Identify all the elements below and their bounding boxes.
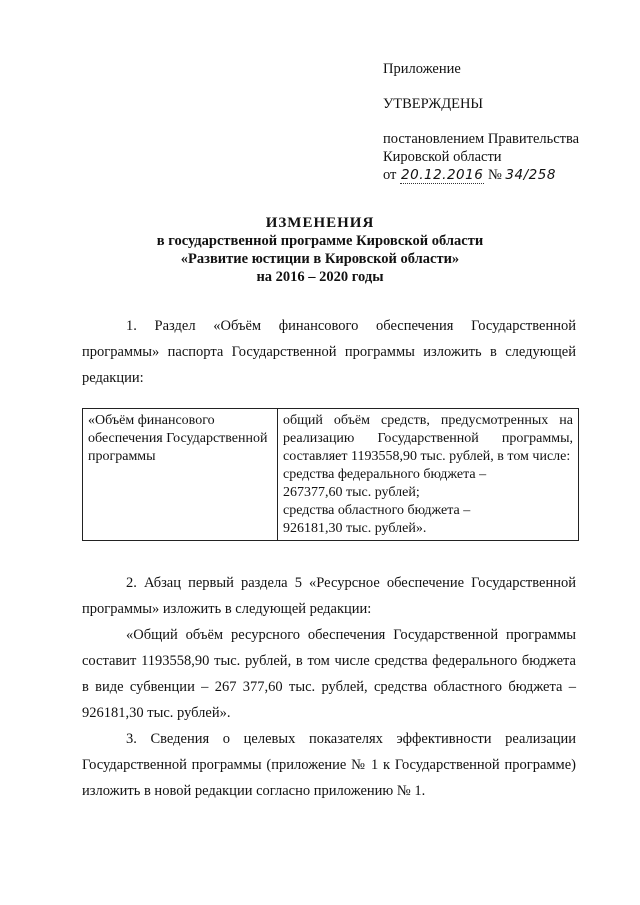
title-line-4: на 2016 – 2020 годы bbox=[256, 269, 384, 285]
date-prefix: от bbox=[383, 167, 397, 183]
paragraph-3 bbox=[82, 726, 576, 804]
date-number-line bbox=[383, 166, 579, 184]
title-line-3: «Развитие юстиции в Кировской области» bbox=[180, 251, 460, 267]
handwritten-number: 34/258 bbox=[505, 167, 556, 183]
appendix-label: Приложение bbox=[383, 61, 461, 77]
table-row bbox=[83, 409, 579, 541]
title-main: ИЗМЕНЕНИЯ bbox=[265, 215, 375, 231]
resolution-label: постановлением Правительства bbox=[383, 131, 580, 147]
paragraph-2 bbox=[82, 570, 576, 622]
title-line-2: в государственной программе Кировской области bbox=[156, 233, 484, 249]
table-right-line: средства областного бюджета – bbox=[283, 503, 471, 518]
region-label: Кировской области bbox=[383, 149, 502, 165]
table-right-line: средства федерального бюджета – bbox=[283, 467, 487, 482]
table-right-line: общий объём средств, предусмотренных на реализацию Государственной программы, составляет 1193558,90 тыс. рублей, в том числе: bbox=[283, 413, 573, 464]
approved-label: УТВЕРЖДЕНЫ bbox=[383, 96, 484, 112]
handwritten-date: 20.12.2016 bbox=[401, 167, 484, 183]
approval-block bbox=[383, 60, 579, 184]
paragraph-2-quote bbox=[82, 622, 576, 726]
paragraph-1 bbox=[82, 313, 576, 391]
table-right-line: 926181,30 тыс. рублей». bbox=[283, 521, 427, 536]
financing-table bbox=[82, 408, 579, 541]
number-prefix: № bbox=[487, 167, 502, 183]
table-left-cell: «Объём финансового обеспечения Государственной программы bbox=[83, 409, 278, 541]
table-right-line: 267377,60 тыс. рублей; bbox=[283, 485, 420, 500]
paragraph-1-text: 1. Раздел «Объём финансового обеспечения Государственной программы» паспорта Государственной программы изложить в следующей редакции: bbox=[82, 318, 576, 386]
paragraph-2-quote-text: «Общий объём ресурсного обеспечения Государственной программы составит 1193558,90 тыс. рублей, в том числе средства федерального бюджета в виде субвенции – 267 377,60 тыс. рублей, средства областного бюджета – 926181,30 тыс. рублей». bbox=[82, 627, 576, 721]
paragraph-3-text: 3. Сведения о целевых показателях эффективности реализации Государственной программы (приложение № 1 к Государственной программе) изложить в новой редакции согласно приложению № 1. bbox=[82, 731, 576, 799]
table-right-cell bbox=[278, 409, 579, 541]
document-title bbox=[0, 214, 640, 286]
paragraph-2-text: 2. Абзац первый раздела 5 «Ресурсное обеспечение Государственной программы» изложить в следующей редакции: bbox=[82, 575, 576, 617]
